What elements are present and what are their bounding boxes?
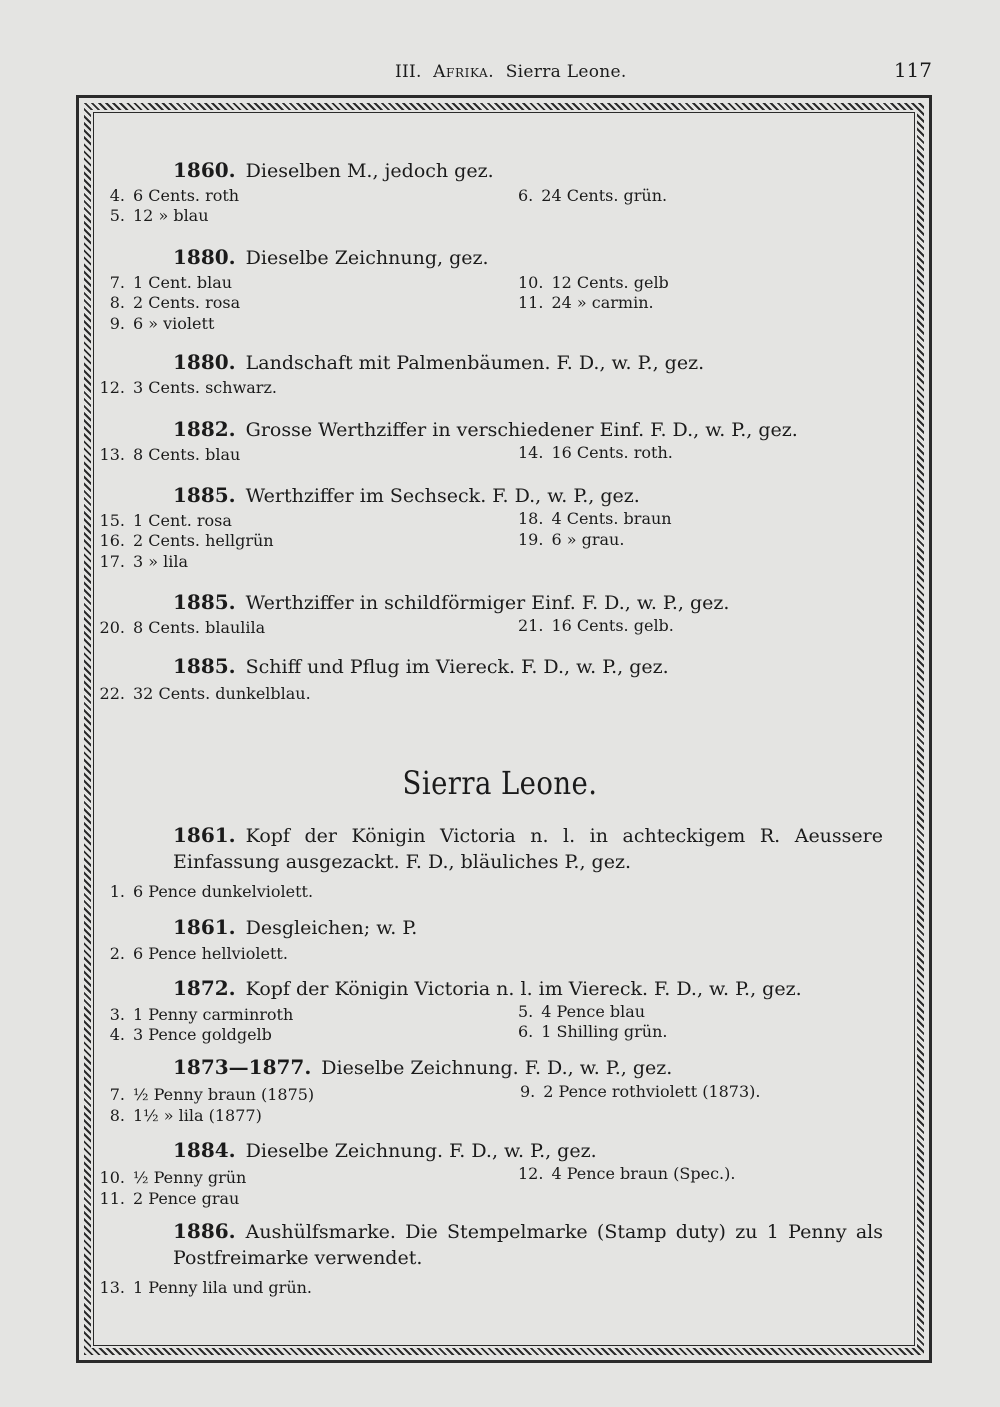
stamp-number: 7. [109, 1085, 125, 1104]
stamp-description: 8 Cents. blaulila [133, 618, 266, 637]
stamp-entry [95, 445, 240, 464]
stamp-description: 6 Pence hellviolett. [133, 944, 288, 963]
stamp-number: 7. [109, 273, 125, 292]
stamp-number: 17. [99, 552, 125, 571]
stamp-description: 6 Pence dunkelviolett. [133, 882, 314, 901]
stamp-description: 3 Pence goldgelb [133, 1025, 272, 1044]
stamp-number: 6. [518, 186, 534, 205]
issue-year: 1873—1877. [173, 1055, 312, 1079]
issue-heading [173, 976, 802, 1000]
stamp-description: 1 Cent. blau [133, 273, 233, 292]
stamp-entry [95, 378, 277, 397]
stamp-description: 1 Cent. rosa [133, 511, 232, 530]
stamp-number: 5. [518, 1002, 534, 1021]
stamp-description: 3 Cents. schwarz. [133, 378, 277, 397]
stamp-number: 21. [518, 616, 544, 635]
stamp-description: 2 Cents. rosa [133, 293, 241, 312]
stamp-number: 22. [99, 684, 125, 703]
stamp-description: 2 Pence rothviolett (1873). [543, 1082, 761, 1101]
issue-description: Dieselbe Zeichnung. F. D., w. P., gez. [321, 1057, 673, 1079]
issue-description: Grosse Werthziffer in verschiedener Einf. F. D., w. P., gez. [245, 419, 798, 441]
stamp-entry [95, 1278, 312, 1297]
stamp-entry [95, 314, 214, 333]
stamp-entry [95, 552, 188, 571]
stamp-entry [95, 1106, 262, 1125]
stamp-entry [95, 273, 232, 292]
stamp-number: 15. [99, 511, 125, 530]
stamp-description: ½ Penny grün [133, 1168, 247, 1187]
stamp-description: 4 Pence blau [541, 1002, 646, 1021]
stamp-entry [95, 186, 239, 205]
issue-description: Werthziffer im Sechseck. F. D., w. P., gez. [245, 485, 640, 507]
issue-description: Werthziffer in schildförmiger Einf. F. D., w. P., gez. [245, 592, 730, 614]
issue-year: 1861. [173, 823, 236, 847]
stamp-entry [95, 1085, 314, 1104]
stamp-entry [518, 443, 673, 462]
stamp-number: 4. [109, 186, 125, 205]
issue-heading [173, 483, 640, 507]
stamp-entry [95, 684, 311, 703]
stamp-description: 2 Pence grau [133, 1189, 240, 1208]
stamp-entry [518, 509, 672, 528]
stamp-number: 8. [109, 293, 125, 312]
issue-heading [173, 350, 704, 374]
stamp-number: 5. [109, 206, 125, 225]
issue-year: 1880. [173, 245, 236, 269]
stamp-entry [95, 1189, 239, 1208]
stamp-number: 2. [109, 944, 125, 963]
stamp-number: 4. [109, 1025, 125, 1044]
continent-name: Afrika. [433, 62, 495, 82]
stamp-number: 16. [99, 531, 125, 550]
stamp-description: 3 » lila [133, 552, 189, 571]
stamp-number: 10. [99, 1168, 125, 1187]
stamp-entry [518, 530, 624, 549]
stamp-description: 1½ » lila (1877) [133, 1106, 262, 1125]
issue-description: Aushülfsmarke. Die Stempelmarke (Stamp duty) zu 1 Penny als Postfreimarke verwendet. [173, 1221, 883, 1269]
issue-description: Landschaft mit Palmenbäumen. F. D., w. P., gez. [245, 352, 705, 374]
stamp-entry [518, 616, 674, 635]
stamp-number: 12. [518, 1164, 544, 1183]
issue-heading [173, 822, 883, 875]
issue-heading [173, 1055, 672, 1079]
issue-year: 1885. [173, 483, 236, 507]
stamp-description: ½ Penny braun (1875) [133, 1085, 315, 1104]
issue-description: Dieselbe Zeichnung, gez. [245, 247, 489, 269]
issue-description: Schiff und Pflug im Viereck. F. D., w. P., gez. [245, 656, 669, 678]
issue-description: Kopf der Königin Victoria n. l. in achteckigem R. Aeussere Einfassung ausgezackt. F. D., bläuliches P., gez. [173, 825, 883, 873]
stamp-description: 4 Pence braun (Spec.). [551, 1164, 736, 1183]
stamp-entry [95, 882, 313, 901]
issue-description: Dieselbe Zeichnung. F. D., w. P., gez. [245, 1140, 597, 1162]
stamp-number: 3. [109, 1005, 125, 1024]
stamp-entry [518, 293, 654, 312]
stamp-number: 12. [99, 378, 125, 397]
issue-year: 1882. [173, 417, 236, 441]
stamp-description: 12 Cents. gelb [551, 273, 669, 292]
issue-year: 1880. [173, 350, 236, 374]
stamp-entry [518, 1022, 667, 1041]
issue-heading [173, 915, 417, 939]
stamp-description: 24 » carmin. [551, 293, 654, 312]
stamp-entry [95, 293, 240, 312]
stamp-number: 9. [109, 314, 125, 333]
stamp-entry [518, 186, 667, 205]
stamp-number: 1. [109, 882, 125, 901]
stamp-entry [95, 944, 288, 963]
stamp-description: 2 Cents. hellgrün [133, 531, 274, 550]
stamp-entry [95, 531, 274, 550]
issue-year: 1885. [173, 654, 236, 678]
stamp-entry [95, 1025, 272, 1044]
issue-heading [173, 158, 494, 182]
stamp-description: 1 Shilling grün. [541, 1022, 668, 1041]
stamp-description: 4 Cents. braun [551, 509, 672, 528]
stamp-number: 6. [518, 1022, 534, 1041]
issue-heading [173, 1218, 883, 1271]
issue-year: 1886. [173, 1219, 236, 1243]
issue-description: Desgleichen; w. P. [245, 917, 418, 939]
stamp-entry [95, 511, 232, 530]
stamp-number: 13. [99, 1278, 125, 1297]
stamp-number: 9. [520, 1082, 536, 1101]
issue-heading [173, 417, 798, 441]
stamp-number: 18. [518, 509, 544, 528]
stamp-number: 11. [99, 1189, 125, 1208]
stamp-number: 19. [518, 530, 544, 549]
stamp-entry [95, 1168, 246, 1187]
stamp-entry [95, 1005, 293, 1024]
stamp-description: 24 Cents. grün. [541, 186, 668, 205]
stamp-description: 16 Cents. gelb. [551, 616, 674, 635]
issue-heading [173, 590, 729, 614]
issue-description: Kopf der Königin Victoria n. l. im Viereck. F. D., w. P., gez. [245, 978, 802, 1000]
section-number: III. [395, 62, 422, 82]
issue-year: 1872. [173, 976, 236, 1000]
issue-year: 1884. [173, 1138, 236, 1162]
stamp-number: 11. [518, 293, 544, 312]
issue-description: Dieselben M., jedoch gez. [245, 160, 494, 182]
stamp-description: 8 Cents. blau [133, 445, 241, 464]
stamp-entry [95, 206, 209, 225]
issue-year: 1885. [173, 590, 236, 614]
stamp-number: 20. [99, 618, 125, 637]
page-number: 117 [893, 58, 932, 82]
stamp-description: 12 » blau [133, 206, 209, 225]
stamp-number: 13. [99, 445, 125, 464]
stamp-number: 10. [518, 273, 544, 292]
stamp-entry [518, 273, 669, 292]
stamp-number: 8. [109, 1106, 125, 1125]
issue-year: 1860. [173, 158, 236, 182]
stamp-description: 1 Penny lila und grün. [133, 1278, 313, 1297]
stamp-description: 6 Cents. roth [133, 186, 240, 205]
stamp-description: 16 Cents. roth. [551, 443, 673, 462]
country-name: Sierra Leone. [505, 62, 627, 82]
section-heading: Sierra Leone. [402, 764, 598, 802]
issue-heading [173, 654, 669, 678]
stamp-entry [518, 1002, 645, 1021]
issue-year: 1861. [173, 915, 236, 939]
stamp-entry [95, 618, 265, 637]
stamp-number: 14. [518, 443, 544, 462]
issue-heading [173, 1138, 597, 1162]
stamp-entry [520, 1082, 761, 1101]
stamp-entry [518, 1164, 735, 1183]
issue-heading [173, 245, 489, 269]
stamp-description: 6 » grau. [551, 530, 625, 549]
stamp-description: 32 Cents. dunkelblau. [133, 684, 311, 703]
stamp-description: 6 » violett [133, 314, 215, 333]
stamp-description: 1 Penny carminroth [133, 1005, 294, 1024]
